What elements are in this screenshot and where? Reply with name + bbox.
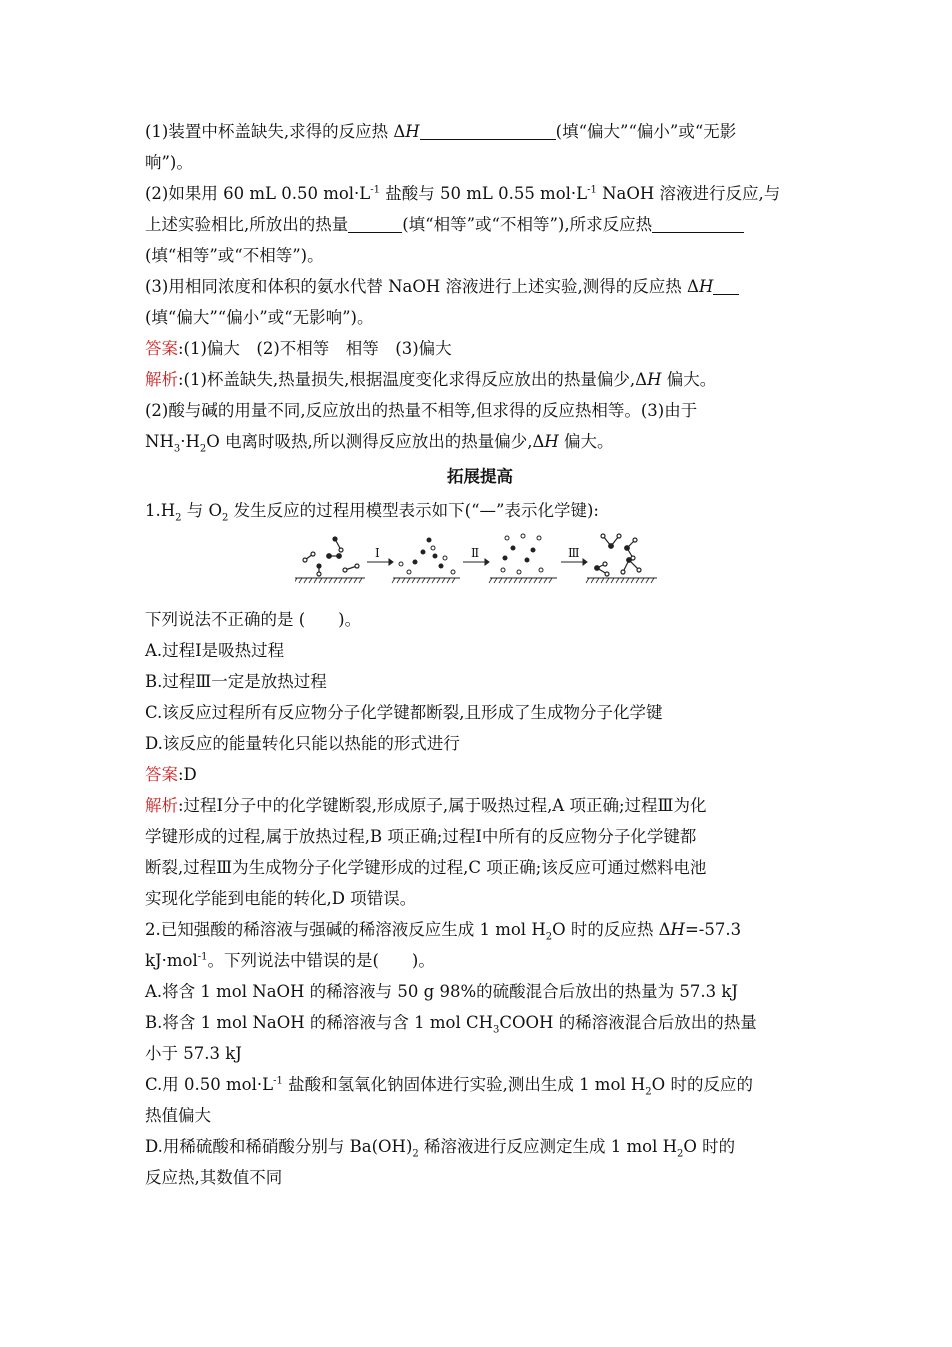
surface-hatch [544, 578, 547, 583]
process-label-1: Ⅰ [375, 546, 380, 560]
surface-hatch [329, 578, 332, 583]
q3-text: (填“偏大”“偏小”或“无影响”)。 [145, 308, 374, 327]
superscript: -1 [197, 951, 208, 963]
q3-line-1 [145, 271, 815, 302]
surface-hatch [631, 578, 634, 583]
subscript: 2 [645, 1086, 652, 1098]
formula: NH [145, 432, 174, 451]
p2-option-b-line-1 [145, 1007, 815, 1038]
surface-hatch [397, 578, 400, 583]
explanation-label: 解析 [145, 370, 178, 389]
surface-hatch [529, 578, 532, 583]
p1-explanation-line-3: 断裂,过程Ⅲ为生成物分子化学键形成的过程,C 项正确;该反应可通过燃料电池 [145, 858, 707, 877]
surface-hatch [407, 578, 410, 583]
p1-option-d: D.该反应的能量转化只能以热能的形式进行 [145, 734, 460, 753]
process-label-2: Ⅱ [471, 546, 480, 560]
explanation-line-3 [145, 426, 815, 457]
surface-hatch [524, 578, 527, 583]
surface-hatch [349, 578, 352, 583]
p2-text: COOH 的稀溶液混合后放出的热量 [499, 1013, 757, 1032]
q2-text: (2)如果用 60 mL 0.50 mol·L [145, 184, 371, 203]
q3-line-2 [145, 302, 815, 333]
p2-option-b-line-2: 小于 57.3 kJ [145, 1044, 242, 1063]
answer-text: :D [178, 765, 197, 784]
p1-text: 与 O [181, 501, 223, 520]
answer-blank [652, 214, 744, 233]
q2-line-1 [145, 178, 815, 209]
surface-hatch [324, 578, 327, 583]
surface-hatch [314, 578, 317, 583]
explanation-line-2 [145, 395, 815, 426]
p1-explanation-line-4: 实现化学能到电能的转化,D 项错误。 [145, 889, 417, 908]
document-page [145, 116, 815, 1193]
surface-hatch [299, 578, 302, 583]
explanation-text: 偏大。 [558, 432, 614, 451]
surface-hatch [422, 578, 425, 583]
p1-question: 下列说法不正确的是 ( )。 [145, 610, 362, 629]
explanation-text: :过程Ⅰ分子中的化学键断裂,形成原子,属于吸热过程,A 项正确;过程Ⅲ为化 [178, 796, 707, 815]
superscript: -1 [587, 184, 597, 196]
p2-text: 稀溶液进行反应测定生成 1 mol H [418, 1137, 677, 1156]
surface-hatch [304, 578, 307, 583]
surface-hatch [636, 578, 639, 583]
p1-explanation-line-2: 学键形成的过程,属于放热过程,B 项正确;过程Ⅰ中所有的反应物分子化学键都 [145, 827, 697, 846]
surface-hatch [494, 578, 497, 583]
subscript: 2 [545, 931, 553, 943]
surface-hatch [504, 578, 507, 583]
p2-text: 盐酸和氢氧化钠固体进行实验,测出生成 1 mol H [282, 1075, 646, 1094]
p2-text: kJ·mol [145, 951, 198, 970]
subscript: 2 [175, 512, 182, 524]
q1-line-1 [145, 116, 815, 147]
surface-hatch [651, 578, 654, 583]
surface-hatch [591, 578, 594, 583]
p1-option-b: B.过程Ⅲ一定是放热过程 [145, 672, 327, 691]
subscript: 2 [677, 1148, 684, 1160]
surface-hatch [402, 578, 405, 583]
surface-hatch [596, 578, 599, 583]
q2-text: (填“相等”或“不相等”)。 [145, 246, 324, 265]
p2-text: O 时的反应热 Δ [552, 920, 671, 939]
p1-answer-line [145, 759, 815, 790]
p2-text: B.将含 1 mol NaOH 的稀溶液与含 1 mol CH [145, 1013, 493, 1032]
surface-hatch [392, 578, 395, 583]
q2-line-3 [145, 240, 815, 271]
surface-hatch [354, 578, 357, 583]
p1-option-a: A.过程Ⅰ是吸热过程 [145, 641, 285, 660]
p2-option-d-line-1 [145, 1131, 815, 1162]
surface-hatch [452, 578, 455, 583]
p2-text: =-57.3 [684, 920, 742, 939]
surface-hatch [646, 578, 649, 583]
p1-option-c: C.该反应过程所有反应物分子化学键都断裂,且形成了生成物分子化学键 [145, 703, 663, 722]
surface-hatch [621, 578, 624, 583]
surface-hatch [412, 578, 415, 583]
answer-blank [348, 214, 402, 233]
explanation-text: (2)酸与碱的用量不同,反应放出的热量不相等,但求得的反应热相等。(3)由于 [145, 401, 698, 420]
q1-text: (1)装置中杯盖缺失,求得的反应热 Δ [145, 122, 406, 141]
p2-text: O 时的 [683, 1137, 736, 1156]
p1-text: 1.H [145, 501, 176, 520]
surface-hatch [339, 578, 342, 583]
surface-hatch [427, 578, 430, 583]
p2-option-c-line-2: 热值偏大 [145, 1106, 211, 1125]
p2-option-c-line-1 [145, 1069, 815, 1100]
formula: ·H [180, 432, 200, 451]
surface-hatch [437, 578, 440, 583]
subscript: 2 [199, 443, 207, 455]
surface-hatch [641, 578, 644, 583]
explanation-line-1 [145, 364, 815, 395]
surface-hatch [601, 578, 604, 583]
surface-hatch [417, 578, 420, 583]
surface-hatch [626, 578, 629, 583]
surface-hatch [539, 578, 542, 583]
reaction-process-figure [295, 530, 665, 596]
surface-hatch [611, 578, 614, 583]
superscript: -1 [273, 1075, 283, 1087]
answer-label: 答案 [145, 339, 178, 358]
p2-text: 2.已知强酸的稀溶液与强碱的稀溶液反应生成 1 mol H [145, 920, 546, 939]
surface-hatch [309, 578, 312, 583]
q2-text: 盐酸与 50 mL 0.55 mol·L [380, 184, 588, 203]
answer-label: 答案 [145, 765, 178, 784]
section-title: 拓展提高 [447, 467, 513, 486]
subscript: 3 [493, 1024, 500, 1036]
surface-hatch [616, 578, 619, 583]
surface-hatch [442, 578, 445, 583]
delta-h: H [405, 122, 420, 141]
q2-text: (填“相等”或“不相等”),所求反应热 [402, 215, 653, 234]
p2-option-d-line-2: 反应热,其数值不同 [145, 1168, 283, 1187]
explanation-text: :(1)杯盖缺失,热量损失,根据温度变化求得反应放出的热量偏少,Δ [178, 370, 648, 389]
p1-text: 发生反应的过程用模型表示如下(“—”表示化学键): [228, 501, 599, 520]
surface-hatch [519, 578, 522, 583]
surface-hatch [319, 578, 322, 583]
p2-text: 。下列说法中错误的是( )。 [207, 951, 435, 970]
delta-h: H [698, 277, 714, 296]
surface-hatch [359, 578, 362, 583]
reaction-model-diagram [145, 526, 815, 604]
q1-text-end: 响”)。 [145, 153, 193, 172]
process-label-3: Ⅲ [568, 546, 580, 560]
subscript: 2 [412, 1148, 419, 1160]
q2-text: NaOH 溶液进行反应,与 [596, 184, 781, 203]
surface-hatch [534, 578, 537, 583]
q3-text: (3)用相同浓度和体积的氨水代替 NaOH 溶液进行上述实验,测得的反应热 Δ [145, 277, 699, 296]
answer-text: :(1)偏大 (2)不相等 相等 (3)偏大 [178, 339, 452, 358]
surface-hatch [509, 578, 512, 583]
surface-hatch [344, 578, 347, 583]
p2-text: D.用稀硫酸和稀硝酸分别与 Ba(OH) [145, 1137, 413, 1156]
answer-blank [420, 121, 556, 140]
delta-h: H [544, 432, 559, 451]
q2-text: 上述实验相比,所放出的热量 [145, 215, 349, 234]
q1-options: (填“偏大”“偏小”或“无影 [555, 122, 737, 141]
superscript: -1 [370, 184, 380, 196]
q1-line-2 [145, 147, 815, 178]
explanation-label: 解析 [145, 796, 178, 815]
surface-hatch [606, 578, 609, 583]
answer-line [145, 333, 815, 364]
p1-explanation-line-1 [145, 790, 815, 821]
surface-hatch [295, 578, 297, 583]
delta-h: H [647, 370, 662, 389]
q2-line-2 [145, 209, 815, 240]
p2-stem-line-2 [145, 945, 815, 976]
surface-hatch [489, 578, 492, 583]
surface-hatch [549, 578, 552, 583]
p1-stem [145, 495, 815, 526]
explanation-text: 偏大。 [661, 370, 717, 389]
surface-hatch [586, 578, 589, 583]
surface-hatch [334, 578, 337, 583]
answer-blank [713, 276, 739, 295]
surface-hatch [432, 578, 435, 583]
surface-hatch [514, 578, 517, 583]
p2-text: C.用 0.50 mol·L [145, 1075, 274, 1094]
delta-h: H [670, 920, 685, 939]
subscript: 3 [173, 443, 181, 455]
p2-text: O 时的反应的 [651, 1075, 753, 1094]
p2-stem-line-1 [145, 914, 815, 945]
p2-option-a: A.将含 1 mol NaOH 的稀溶液与 50 g 98%的硫酸混合后放出的热量为 57.3 kJ [145, 982, 738, 1001]
explanation-text: O 电离时吸热,所以测得反应放出的热量偏少,Δ [206, 432, 545, 451]
surface-hatch [499, 578, 502, 583]
surface-hatch [447, 578, 450, 583]
subscript: 2 [222, 512, 229, 524]
